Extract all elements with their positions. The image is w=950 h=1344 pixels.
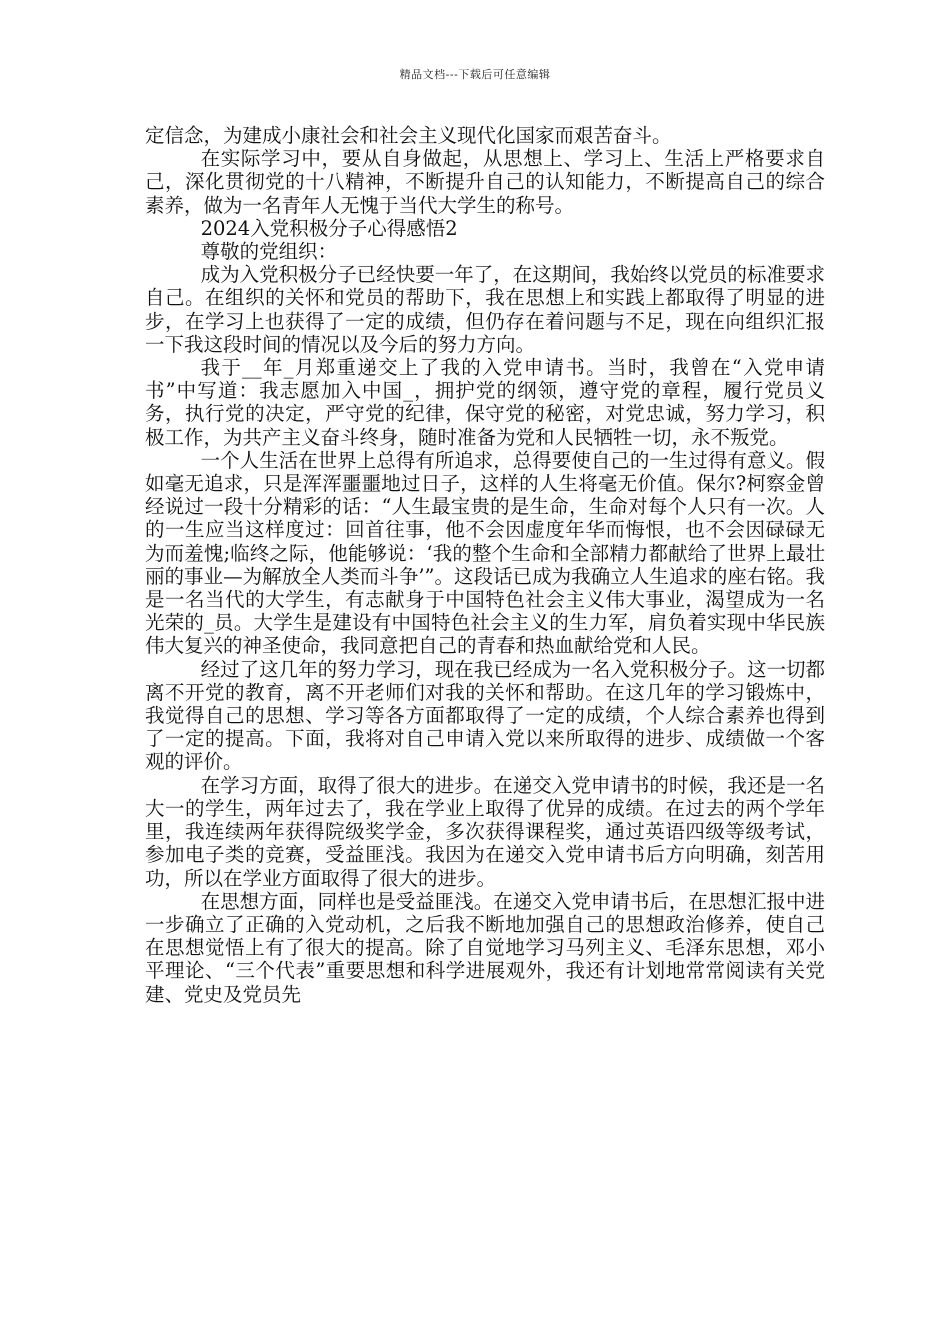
body-paragraph: 成为入党积极分子已经快要一年了，在这期间，我始终以党员的标准要求自己。在组织的关怀和党员的帮助下，我在思想上和实践上都取得了明显的进步，在学习上也获得了一定的成绩，但仍存在着问题与不足，现在向组织汇报一下我这段时间的情况以及今后的努力方向。 bbox=[145, 263, 825, 356]
page-header: 精品文档---下载后可任意编辑 bbox=[399, 68, 551, 81]
body-paragraph: 我于__年_月郑重递交上了我的入党申请书。当时，我曾在“入党申请书”中写道：我志愿加入中国_，拥护党的纲领，遵守党的章程，履行党员义务，执行党的决定，严守党的纪律，保守党的秘密，对党忠诚，努力学习，积极工作，为共产主义奋斗终身，随时准备为党和人民牺牲一切，永不叛党。 bbox=[145, 356, 825, 449]
body-paragraph: 2024入党积极分子心得感悟2 bbox=[200, 216, 458, 240]
body-paragraph: 经过了这几年的努力学习，现在我已经成为一名入党积极分子。这一切都离不开党的教育，离不开老师们对我的关怀和帮助。在这几年的学习锻炼中，我觉得自己的思想、学习等各方面都取得了一定的成绩，个人综合素养也得到了一定的提高。下面，我将对自己申请入党以来所取得的进步、成绩做一个客观的评价。 bbox=[145, 657, 825, 774]
body-paragraph: 尊敬的党组织： bbox=[200, 240, 338, 264]
document-body bbox=[145, 124, 825, 1006]
body-paragraph: 一个人生活在世界上总得有所追求，总得要使自己的一生过得有意义。假如毫无追求，只是浑浑噩噩地过日子，这样的人生将毫无价值。保尔?柯察金曾经说过一段十分精彩的话：“人生最宝贵的是生命，生命对每个人只有一次。人的一生应当这样度过：回首往事，他不会因虚度年华而悔恨，也不会因碌碌无为而羞愧;临终之际，他能够说：‘我的整个生命和全部精力都献给了世界上最壮丽的事业—为解放全人类而斗争’”。这段话已成为我确立人生追求的座右铭。我是一名当代的大学生，有志献身于中国特色社会主义伟大事业，渴望成为一名光荣的_员。大学生是建设有中国特色社会主义的生力军，肩负着实现中华民族伟大复兴的神圣使命，我同意把自己的青春和热血献给党和人民。 bbox=[145, 448, 825, 658]
body-paragraph: 在思想方面，同样也是受益匪浅。在递交入党申请书后，在思想汇报中进一步确立了正确的入党动机，之后我不断地加强自己的思想政治修养，使自己在思想觉悟上有了很大的提高。除了自觉地学习马列主义、毛泽东思想，邓小平理论、“三个代表”重要思想和科学进展观外，我还有计划地常常阅读有关党建、党史及党员先 bbox=[145, 889, 825, 1006]
body-paragraph: 在实际学习中，要从自身做起，从思想上、学习上、生活上严格要求自己，深化贯彻党的十八精神，不断提升自己的认知能力，不断提高自己的综合素养，做为一名青年人无愧于当代大学生的称号。 bbox=[145, 147, 825, 217]
body-paragraph: 定信念，为建成小康社会和社会主义现代化国家而艰苦奋斗。 bbox=[145, 124, 672, 147]
body-paragraph: 在学习方面，取得了很大的进步。在递交入党申请书的时候，我还是一名大一的学生，两年过去了，我在学业上取得了优异的成绩。在过去的两个学年里，我连续两年获得院级奖学金，多次获得课程奖，通过英语四级等级考试，参加电子类的竞赛，受益匪浅。我因为在递交入党申请书后方向明确，刻苦用功，所以在学业方面取得了很大的进步。 bbox=[145, 773, 825, 890]
